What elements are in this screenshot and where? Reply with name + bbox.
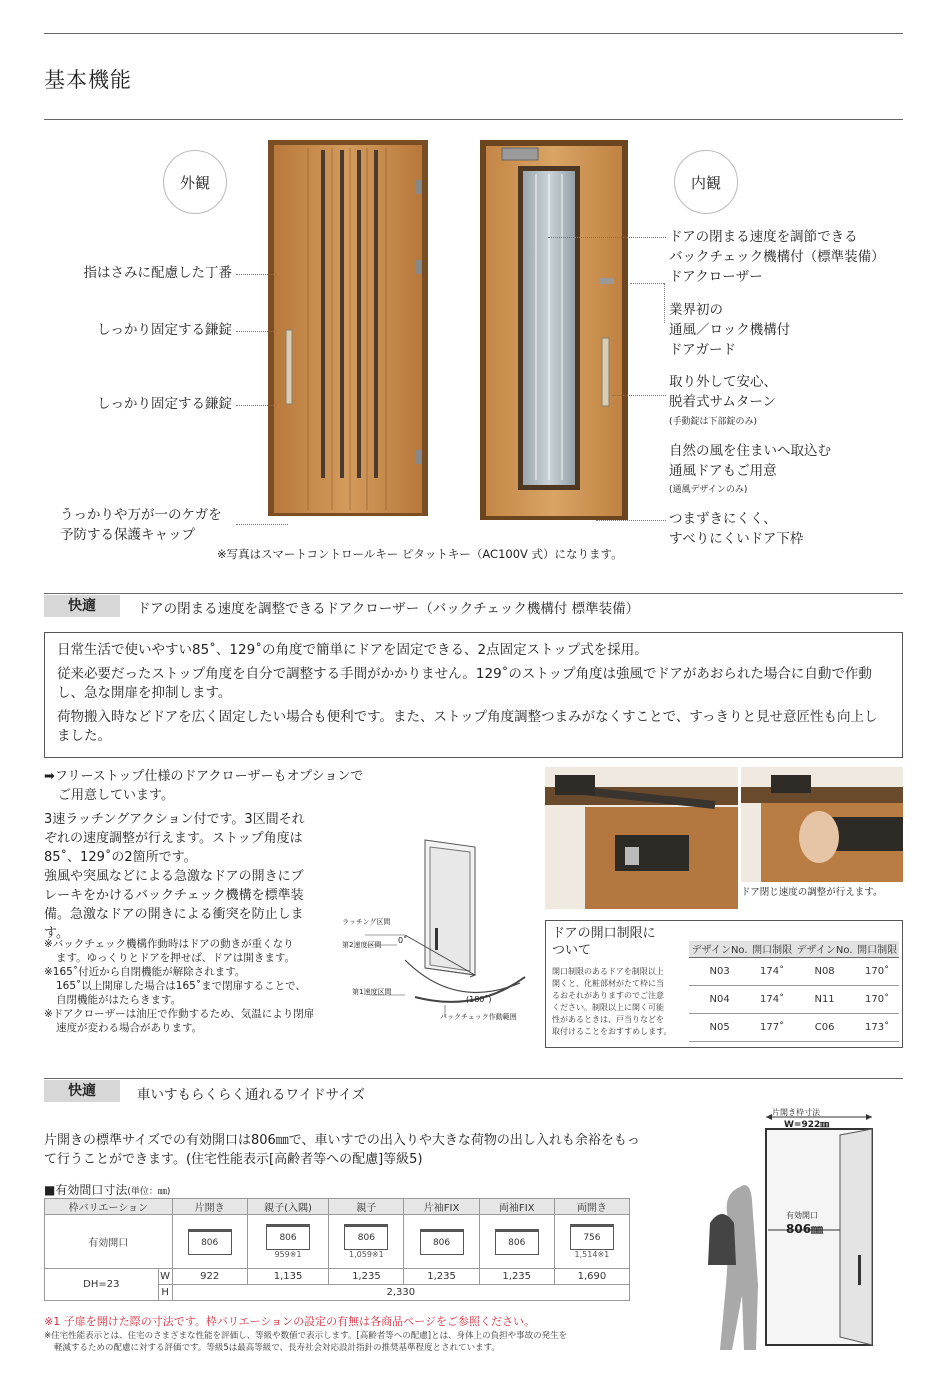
dims-header: 親子 [329, 1199, 404, 1215]
callout-lock-2: しっかり固定する鎌錠 [97, 396, 232, 412]
section2-heading: 車いすもらくらく通れるワイドサイズ [137, 1087, 366, 1103]
frame-value: W=922㎜ [784, 1120, 830, 1130]
leader-line [236, 405, 276, 406]
leader-line [630, 283, 664, 284]
leader-line [664, 283, 665, 323]
limit-text: 開口制限のあるドアを制限以上 開くと、化粧部材がたて枠に当 るおそれがありますのでご注意 ください。制限以上に開く可能 性があるときは、戸当りなどを 取付けることをおすすめします。 [552, 967, 672, 1036]
page-title: 基本機能 [44, 68, 132, 92]
photo-note: ※写真はスマートコントロールキー ピタットキー（AC100V 式）になります。 [217, 547, 623, 561]
callout-closer: ドアの閉まる速度を調節できる バックチェック機構付（標準装備） ドアクローザー [669, 229, 885, 285]
callout-lock-1: しっかり固定する鎌錠 [97, 322, 232, 338]
exterior-door-image [268, 140, 428, 520]
leader-line [612, 395, 666, 396]
dh-label: DH=23 [45, 1269, 159, 1301]
closer-description: 3速ラッチングアクション付です。3区間それ ぞれの速度調整が行えます。ストップ角度は 85˚、129˚の2箇所です。 強風や突風などによる急激なドアの開きにブ レーキをかけるバックチェック機構を標準装 備。急激なドアの開きによる衝突を防止しま す。 [44, 812, 305, 941]
callout-guard: 業界初の 通風／ロック機構付 ドアガード [669, 302, 791, 358]
frame-label: 片開き枠寸法 [772, 1108, 820, 1117]
diagram-cell: 806 [172, 1215, 247, 1269]
h-label: H [158, 1285, 172, 1301]
callout-thumb: 取り外して安心、 脱着式サムターン [669, 374, 777, 410]
section2-tag: 快適 [44, 1080, 120, 1102]
dims-header: 親子(入隅) [247, 1199, 329, 1215]
diagram-cell: 806 959※1 [247, 1215, 329, 1269]
limit-table [689, 941, 899, 1042]
limit-title: ドアの開口制限に ついて [552, 926, 656, 958]
callout-cap-2: 予防する保護キャップ [60, 527, 195, 543]
leader-line [236, 524, 288, 525]
option-text: ➡フリーストップ仕様のドアクローザーもオプションで ご用意しています。 [44, 769, 364, 803]
diagram-cell: 756 1,514※1 [554, 1215, 629, 1269]
table-row: N04 174˚ N11 170˚ [689, 985, 899, 1013]
zero-deg-label: 0˚ [398, 936, 408, 945]
limit-header: 開口制限 [750, 941, 794, 957]
zone2-label: 第2速度区間 [342, 941, 382, 949]
leader-line [548, 237, 666, 238]
dims-header: 枠バリエーション [45, 1199, 173, 1215]
leader-line [236, 274, 276, 275]
vent-note: (通風デザインのみ) [669, 485, 748, 495]
callout-sill: つまずきにくく、 すべりにくいドア下枠 [669, 511, 804, 547]
h-value: 2,330 [172, 1285, 629, 1301]
callout-vent: 自然の風を住まいへ取込む 通風ドアもご用意 [669, 443, 831, 479]
callout-cap-1: うっかりや万が一のケガを [60, 507, 222, 523]
leader-line [596, 520, 666, 521]
limit-header: デザインNo. [689, 941, 750, 957]
footnote-2: ※住宅性能表示とは、住宅のさまざまな性能を評価し、等級や数値で表示します。[高齢者等への配慮]とは、身体上の負担や事故の発生を 軽減するための配慮に対する評価です。等級5は最高等級で、長寿社会対応設計指針の推奨基準程度とされています。 [44, 1331, 568, 1353]
leader-line [236, 331, 276, 332]
dims-header: 両開き [554, 1199, 629, 1215]
section1-heading: ドアの閉まる速度を調整できるドアクローザー（バックチェック機構付 標準装備） [137, 601, 640, 617]
backcheck-label: バックチェック作動範囲 [440, 1013, 517, 1021]
limit-header: デザインNo. [794, 941, 855, 957]
section2-rule [44, 1078, 903, 1079]
limit-header: 開口制限 [855, 941, 899, 957]
dims-header: 片開き [172, 1199, 247, 1215]
section1-rule [44, 593, 903, 594]
diagram-cell: 806 [479, 1215, 554, 1269]
open-value: 806㎜ [786, 1222, 824, 1236]
section1-tag: 快適 [44, 595, 120, 617]
opening-limit-box [545, 920, 903, 1048]
w-label: W [158, 1269, 172, 1285]
section1-description-box: 日常生活で使いやすい85˚、129˚の角度で簡単にドアを固定できる、2点固定ストップ式を採用。 従来必要だったストップ角度を自分で調整する手間がかかりません。129˚のストップ角度は強風でドアがあおられた場合に自動で作動し、急な開扉を抑制します。 荷物搬入時などドアを広く固定したい場合も便利です。また、ストップ角度調整つまみがなくすことで、すっきりと見せ意匠性も向上しました。 [44, 632, 903, 758]
closer-notes: ※バックチェック機構作動時はドアの動きが重くなり ます。ゆっくりとドアを押せば、ドアは開きます。 ※165˚付近から自閉機能が解除されます。 165˚以上開扉した場合は165˚まで閉扉することで、 自閉機能がはたらきます。 ※ドアクローザーは油圧で作動するため、気温により閉扉 速度が変わる場合があります。 [44, 938, 315, 1034]
thumb-note: (手動錠は下部錠のみ) [669, 417, 758, 427]
diagram-cell: 806 1,059※1 [329, 1215, 404, 1269]
opening-label: 有効開口 [45, 1215, 173, 1269]
dims-header: 片袖FIX [404, 1199, 479, 1215]
callout-hinge: 指はさみに配慮した丁番 [83, 265, 232, 281]
diagram-cell: 806 [404, 1215, 479, 1269]
dims-header: 両袖FIX [479, 1199, 554, 1215]
top-rule [44, 33, 903, 34]
latch-zone-label: ラッチング区間 [342, 918, 391, 926]
photo-caption: ドア閉じ速度の調整が行えます。 [741, 887, 883, 898]
closer-photo-1 [545, 767, 738, 909]
dims-table-title: ■有効間口寸法(単位：㎜) [44, 1183, 171, 1197]
exterior-label: 外観 [163, 150, 227, 214]
interior-door-image [480, 140, 630, 524]
zone1-label: 第1速度区間 [352, 988, 392, 996]
closer-photo-2 [741, 767, 903, 882]
interior-label: 内観 [674, 150, 738, 214]
deg180-label: (180˚) [466, 995, 492, 1004]
open-label: 有効開口 [786, 1211, 818, 1220]
section2-text: 片開きの標準サイズでの有効開口は806㎜で、車いすでの出入りや大きな荷物の出し入れも余裕をもっ て行うことができます。(住宅性能表示[高齢者等への配慮]等級5) [44, 1133, 640, 1167]
footnote-1: ※1 子扉を開けた際の寸法です。枠バリエーションの設定の有無は各商品ページをご参照ください。 [44, 1315, 535, 1328]
table-row: N03 174˚ N08 170˚ [689, 957, 899, 985]
title-rule [44, 119, 903, 120]
table-row: N05 177˚ C06 173˚ [689, 1013, 899, 1041]
dims-table: 枠バリエーション 片開き 親子(入隅) 親子 片袖FIX 両袖FIX 両開き 有効開口 806 806 959※1 806 1,059※1 806 806 756 1,514※1 DH=23 W 922 1,135 1,235 1,235 1,235 1,690 H 2,330 [44, 1198, 630, 1301]
